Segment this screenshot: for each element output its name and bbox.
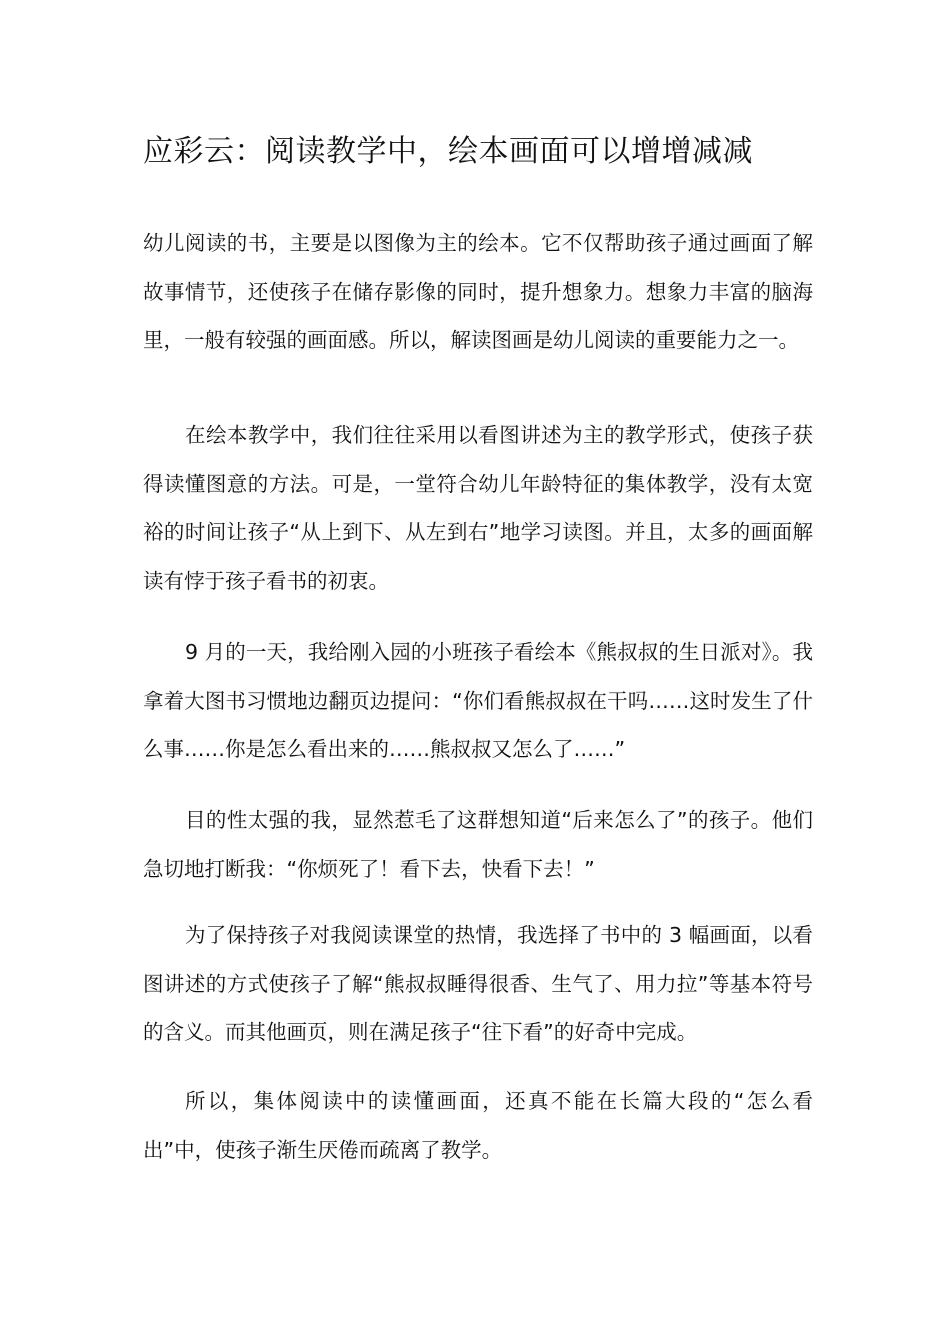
paragraph-5: 为了保持孩子对我阅读课堂的热情，我选择了书中的 3 幅画面，以看图讲述的方式使孩子了解“熊叔叔睡得很香、生气了、用力拉”等基本符号的含义。而其他画页，则在满足孩子“往下看”的好奇中完成。	[143, 923, 813, 1044]
paragraph-3: 9 月的一天，我给刚入园的小班孩子看绘本《熊叔叔的生日派对》。我拿着大图书习惯地边翻页边提问：“你们看熊叔叔在干吗……这时发生了什么事……你是怎么看出来的……熊叔叔又怎么了……”	[143, 640, 813, 761]
paragraph-2: 在绘本教学中，我们往往采用以看图讲述为主的教学形式，使孩子获得读懂图意的方法。可是，一堂符合幼儿年龄特征的集体教学，没有太宽裕的时间让孩子“从上到下、从左到右”地学习读图。并且，太多的画面解读有悖于孩子看书的初衷。	[143, 423, 813, 593]
paragraph-6: 所以，集体阅读中的读懂画面，还真不能在长篇大段的“怎么看出”中，使孩子渐生厌倦而疏离了教学。	[143, 1089, 813, 1162]
document-title: 应彩云：阅读教学中，绘本画面可以增增减减	[143, 134, 753, 169]
paragraph-1: 幼儿阅读的书，主要是以图像为主的绘本。它不仅帮助孩子通过画面了解故事情节，还使孩子在储存影像的同时，提升想象力。想象力丰富的脑海里，一般有较强的画面感。所以，解读图画是幼儿阅读的重要能力之一。	[143, 231, 813, 352]
paragraph-4: 目的性太强的我，显然惹毛了这群想知道“后来怎么了”的孩子。他们急切地打断我：“你烦死了！看下去，快看下去！”	[143, 808, 813, 881]
